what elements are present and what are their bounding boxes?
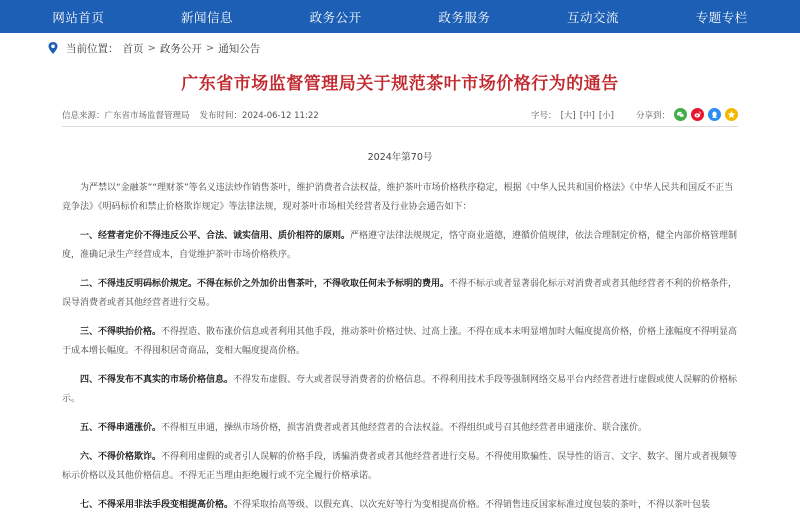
source-field: 信息来源：广东省市场监督管理局 — [62, 110, 190, 121]
item-body: 不得发布虚假、夸大或者误导消费者的价格信息。不得利用技术手段等强制网络交易平台内经营者进行虚假或使人误解的价格标示。 — [62, 375, 738, 404]
breadcrumb-separator: > — [205, 42, 215, 54]
breadcrumb — [0, 33, 800, 63]
item-heading: 六、不得价格欺诈。 — [80, 452, 162, 462]
list-item — [62, 227, 738, 265]
top-nav — [0, 0, 800, 33]
nav-item-affairs[interactable]: 政务公开 — [309, 9, 362, 25]
article-meta — [62, 105, 738, 127]
source-value: 广东省市场监督管理局 — [104, 110, 190, 121]
list-item — [62, 275, 738, 313]
qq-icon[interactable] — [708, 108, 721, 121]
nav-item-services[interactable]: 政务服务 — [438, 9, 491, 25]
qzone-icon[interactable] — [725, 108, 738, 121]
item-body: 不得利用虚假的或者引人误解的价格手段，诱骗消费者或者其他经营者进行交易。不得使用欺骗性、误导性的语言、文字、数字、图片或者视频等标示价格以及其他价格信息。不得无正当理由拒绝履行或不完全履行价格承诺。 — [62, 452, 738, 481]
wechat-icon[interactable] — [674, 108, 687, 121]
nav-item-home[interactable]: 网站首页 — [52, 9, 105, 25]
nav-item-interaction[interactable]: 互动交流 — [567, 9, 620, 25]
nav-item-news[interactable]: 新闻信息 — [181, 9, 234, 25]
date-field: 发布时间：2024-06-12 11:22 — [199, 110, 319, 121]
item-body: 不得采取抬高等级、以假充真、以次充好等行为变相提高价格。不得销售违反国家标准过度包装的茶叶，不得以茶叶包装 — [233, 500, 711, 510]
share-label: 分享到： — [635, 110, 670, 121]
list-item — [62, 371, 738, 409]
document-number: 2024年第70号 — [367, 152, 433, 163]
font-small-button[interactable]: [小] — [598, 110, 614, 121]
item-heading: 五、不得串通涨价。 — [80, 423, 162, 433]
item-heading: 二、不得违反明码标价规定。不得在标价之外加价出售茶叶，不得收取任何未予标明的费用。 — [80, 279, 450, 289]
breadcrumb-home-link[interactable]: 首页 — [122, 42, 144, 55]
page-title: 广东省市场监督管理局关于规范茶叶市场价格行为的通告 — [181, 74, 619, 94]
list-item — [62, 323, 738, 361]
list-item — [62, 496, 738, 515]
font-medium-button[interactable]: [中] — [579, 110, 595, 121]
item-heading: 七、不得采用非法手段变相提高价格。 — [80, 500, 234, 510]
article-body — [62, 179, 738, 515]
breadcrumb-separator: > — [147, 42, 156, 54]
item-body: 不得不标示或者显著弱化标示对消费者或者其他经营者不利的价格条件，误导消费者或者其他经营者进行交易。 — [62, 279, 738, 308]
breadcrumb-section-link[interactable]: 政务公开 — [159, 42, 202, 55]
font-large-button[interactable]: [大] — [560, 110, 576, 121]
list-item — [62, 419, 738, 438]
date-value: 2024-06-12 11:22 — [242, 110, 319, 121]
intro-paragraph: 为严禁以“金融茶”“理财茶”等名义违法炒作销售茶叶，维护消费者合法权益，维护茶叶市场价格秩序稳定，根据《中华人民共和国价格法》《中华人民共和国反不正当竞争法》《明码标价和禁止价格欺诈规定》等法律法规，现对茶叶市场相关经营者及行业协会通告如下： — [62, 183, 734, 212]
weibo-icon[interactable] — [691, 108, 704, 121]
breadcrumb-current-link[interactable]: 通知公告 — [218, 42, 261, 55]
nav-item-topics[interactable]: 专题专栏 — [695, 9, 748, 25]
list-item — [62, 448, 738, 486]
item-heading: 一、经营者定价不得违反公平、合法、诚实信用、质价相符的原则。 — [80, 231, 351, 241]
breadcrumb-label: 当前位置： — [66, 42, 119, 55]
item-body: 不得相互串通，操纵市场价格，损害消费者或者其他经营者的合法权益。不得组织或号召其他经营者串通涨价、联合涨价。 — [161, 423, 648, 433]
item-heading: 三、不得哄抬价格。 — [80, 327, 162, 337]
item-body: 不得捏造、散布涨价信息或者利用其他手段，推动茶叶价格过快、过高上涨。不得在成本未明显增加时大幅度提高价格，价格上涨幅度不得明显高于成本增长幅度。不得囤积居奇商品，变相大幅度提高价格。 — [62, 327, 738, 356]
font-size-label: 字号： — [531, 110, 557, 121]
item-heading: 四、不得发布不真实的市场价格信息。 — [80, 375, 234, 385]
location-pin-icon — [46, 41, 60, 55]
item-body: 严格遵守法律法规规定，恪守商业道德，遵循价值规律，依法合理制定价格，健全内部价格管理制度，准确记录生产经营成本，自觉维护茶叶市场价格秩序。 — [62, 231, 738, 260]
